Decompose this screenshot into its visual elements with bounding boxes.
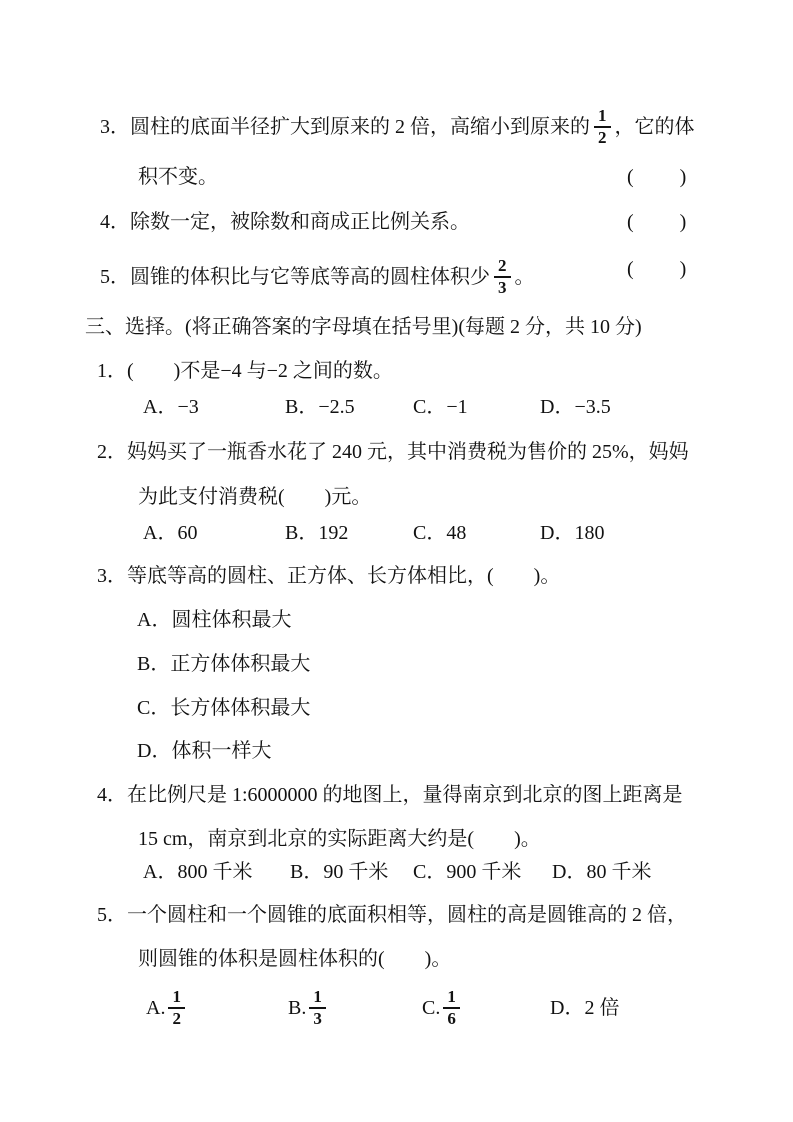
- judge-q3-line1: [100, 108, 695, 149]
- option-b: B．90 千米: [290, 861, 389, 883]
- question-number: 3．: [97, 565, 127, 587]
- choice-q3-option-b: B．正方体体积最大: [137, 653, 311, 675]
- question-text: 积不变。: [138, 166, 218, 188]
- question-text: 在比例尺是 1:6000000 的地图上，量得南京到北京的图上距离是: [127, 784, 683, 806]
- question-text: ，它的体: [614, 116, 695, 139]
- question-text: 妈妈买了一瓶香水花了 240 元，其中消费税为售价的 25%，妈妈: [127, 441, 689, 463]
- choice-q2-line1: [97, 441, 689, 463]
- question-number: 4．: [97, 784, 127, 806]
- fraction-one-half: $\frac{1}{2}$: [594, 106, 611, 147]
- question-text: 等底等高的圆柱、正方体、长方体相比，( )。: [127, 565, 561, 587]
- choice-q4-line1: [97, 784, 683, 806]
- option-b: B．−2.5: [285, 396, 355, 418]
- option-d: D．80 千米: [552, 861, 652, 883]
- option-d: D．2 倍: [550, 997, 620, 1019]
- fraction-two-thirds: $\frac{2}{3}$: [494, 256, 511, 297]
- choice-q3-option-c: C．长方体体积最大: [137, 697, 311, 719]
- question-number: 3．: [100, 116, 130, 139]
- choice-q3-line: [97, 565, 560, 587]
- option-a: A．60: [143, 522, 198, 544]
- question-number: 1．: [97, 360, 127, 382]
- option-a: A．−3: [143, 396, 199, 418]
- option-c: C．−1: [413, 396, 468, 418]
- option-b: B．192: [285, 522, 349, 544]
- question-text: 圆柱的底面半径扩大到原来的 2 倍，高缩小到原来的: [130, 116, 590, 139]
- question-number: 4．: [100, 211, 130, 233]
- option-b: B. $\frac{1}{3}$: [288, 981, 330, 1035]
- judge-q5-line: [0, 258, 793, 299]
- question-number: 2．: [97, 441, 127, 463]
- option-a: A. $\frac{1}{2}$: [146, 981, 189, 1035]
- section-heading-choice: 三、选择。(将正确答案的字母填在括号里)(每题 2 分，共 10 分): [85, 316, 642, 338]
- question-text: ( )不是−4 与−2 之间的数。: [127, 360, 393, 382]
- choice-q5-line1: [97, 904, 687, 926]
- question-number: 5．: [100, 266, 130, 289]
- fraction-one-half: $\frac{1}{2}$: [168, 987, 185, 1028]
- option-d: D．−3.5: [540, 396, 611, 418]
- answer-bracket: ( ): [627, 211, 689, 233]
- option-c: C．900 千米: [413, 861, 522, 883]
- answer-bracket: ( ): [627, 166, 689, 188]
- judge-q3-line2: [0, 166, 793, 188]
- choice-q3-option-a: A．圆柱体积最大: [137, 609, 292, 631]
- choice-q1-line: [97, 360, 393, 382]
- fraction-one-third: $\frac{1}{3}$: [309, 987, 326, 1028]
- choice-q5-options: [0, 981, 793, 1035]
- question-number: 5．: [97, 904, 127, 926]
- answer-bracket: ( ): [627, 258, 689, 280]
- question-text: 圆锥的体积比与它等底等高的圆柱体积少: [130, 266, 490, 289]
- choice-q2-line2: 为此支付消费税( )元。: [138, 486, 372, 508]
- question-text: 一个圆柱和一个圆锥的底面积相等，圆柱的高是圆锥高的 2 倍，: [127, 904, 687, 926]
- choice-q5-line2: 则圆锥的体积是圆柱体积的( )。: [138, 948, 452, 970]
- fraction-one-sixth: $\frac{1}{6}$: [443, 987, 460, 1028]
- question-text: 。: [514, 266, 535, 289]
- choice-q3-option-d: D．体积一样大: [137, 740, 272, 762]
- choice-q4-line2: 15 cm，南京到北京的实际距离大约是( )。: [138, 828, 541, 850]
- option-c: C. $\frac{1}{6}$: [422, 981, 464, 1035]
- question-text: 除数一定，被除数和商成正比例关系。: [130, 211, 470, 233]
- judge-q4-line: [0, 211, 793, 233]
- option-a: A．800 千米: [143, 861, 253, 883]
- option-c: C．48: [413, 522, 467, 544]
- option-d: D．180: [540, 522, 605, 544]
